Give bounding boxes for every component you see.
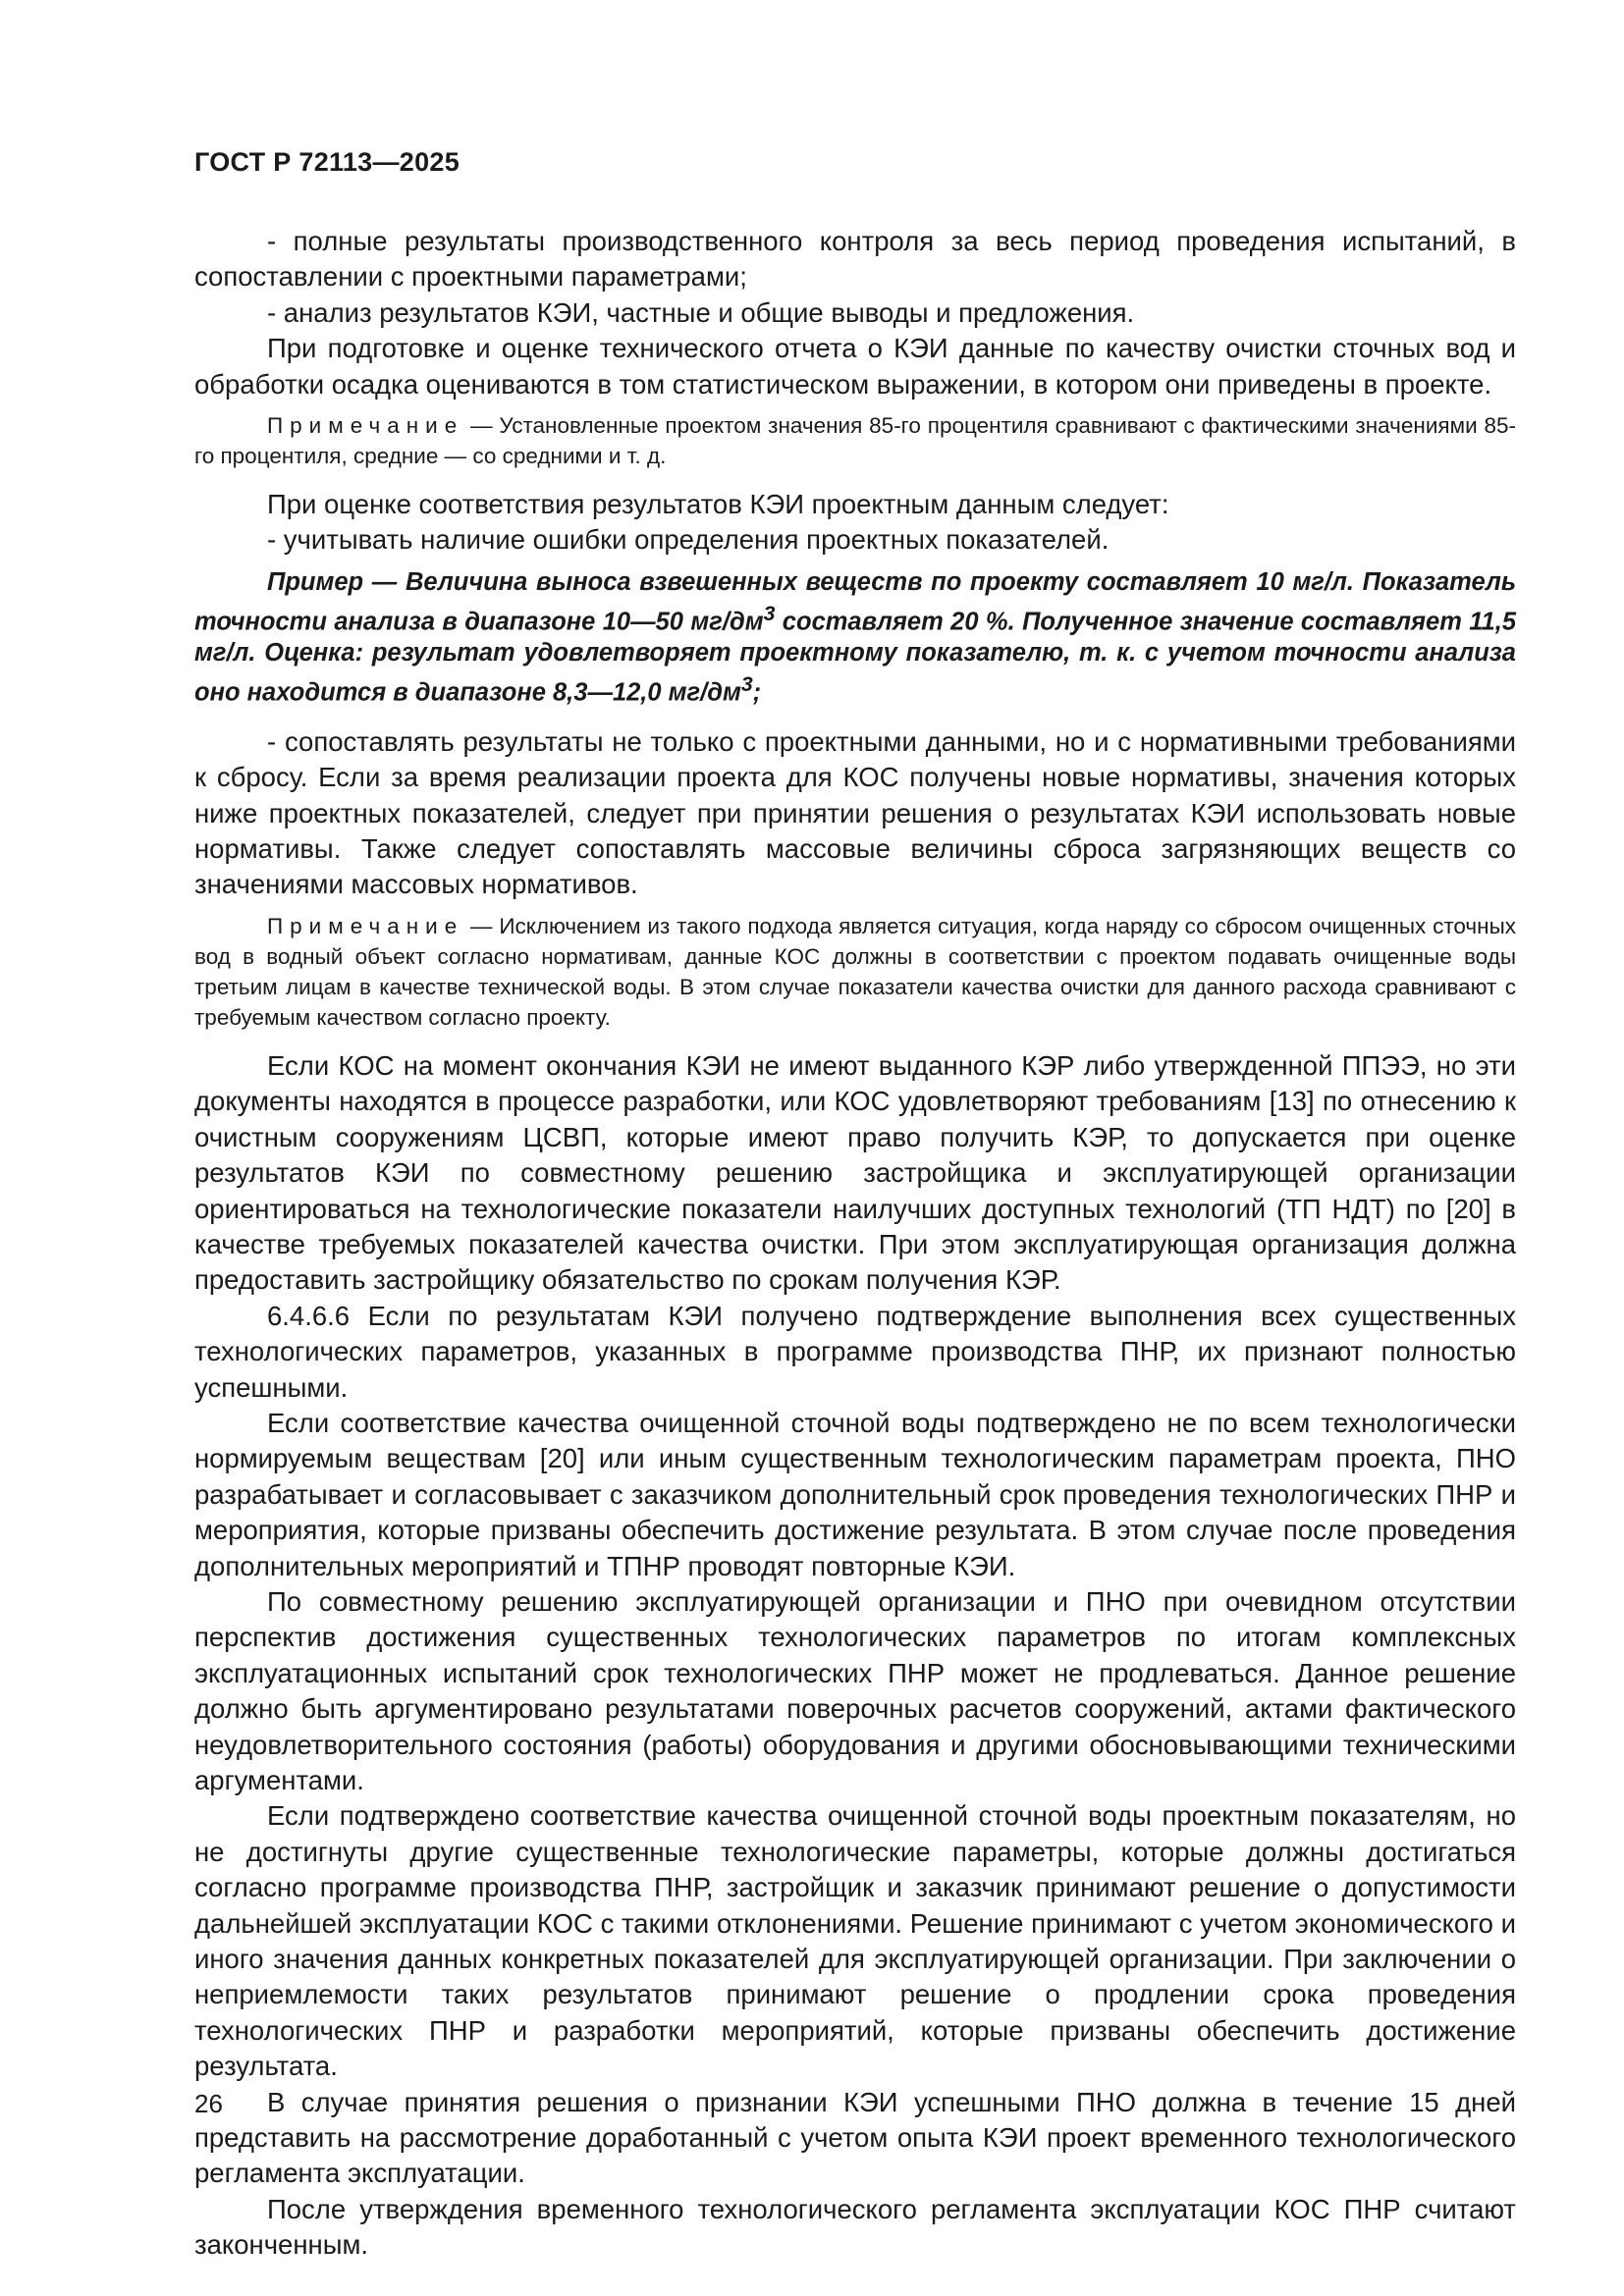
note	[194, 410, 1516, 471]
paragraph: После утверждения временного технологического регламента эксплуатации КОС ПНР считают законченным.	[194, 2193, 1516, 2261]
example-text: Пример — Величина выноса взвешенных веществ по проекту составляет 10 мг/л. Показатель точности анализа в диапазоне 10—50 мг/дм	[194, 567, 1516, 636]
page-number: 26	[194, 2089, 223, 2118]
paragraph: - учитывать наличие ошибки определения проектных показателей.	[267, 524, 1110, 556]
note-label: Примечание	[267, 913, 464, 938]
example-text: ;	[752, 678, 762, 707]
note	[194, 911, 1516, 1033]
paragraph: Если соответствие качества очищенной сточной воды подтверждено не по всем технологически нормируемым веществам [20] или иным существенным технологическим параметрам проекта, ПНО разрабатывает и согласовывает с заказчиком дополнительный срок проведения технологических ПНР и мероприятия, которые призваны обеспечить достижение результата. В этом случае после проведения дополнительных мероприятий и ТПНР проводят повторные КЭИ.	[194, 1407, 1516, 1581]
superscript: 3	[763, 601, 776, 625]
paragraph: Если КОС на момент окончания КЭИ не имеют выданного КЭР либо утвержденной ППЭЭ, но эти документы находятся в процессе разработки, или КОС удовлетворяют требованиям [13] по отнесению к очистным сооружениям ЦСВП, которые имеют право получить КЭР, то допускается при оценке результатов КЭИ по совместному решению застройщика и эксплуатирующей организации ориентироваться на технологические показатели наилучших доступных технологий (ТП НДТ) по [20] в качестве требуемых показателей качества очистки. При этом эксплуатирующая организация должна предоставить застройщику обязательство по срокам получения КЭР.	[194, 1049, 1516, 1296]
paragraph: При оценке соответствия результатов КЭИ проектным данным следует:	[267, 489, 1169, 520]
note-text: — Установленные проектом значения 85-го процентиля сравнивают с фактическими значениями 85-го процентиля, средние — со средними и т. д.	[194, 413, 1516, 469]
superscript: 3	[740, 672, 753, 697]
example-text: составляет 20 %. Полученное значение составляет 11,5 мг/л. Оценка: результат удовлетворяет проектному показателю, т. к. с учетом точности анализа оно находится в диапазоне 8,3—12,0 мг/дм	[194, 608, 1517, 707]
paragraph: По совместному решению эксплуатирующей организации и ПНО при очевидном отсутствии перспектив достижения существенных технологических параметров по итогам комплексных эксплуатационных испытаний срок технологических ПНР может не продлеваться. Данное решение должно быть аргументировано результатами поверочных расчетов сооружений, актами фактического неудовлетворительного состояния (работы) оборудования и другими обосновывающими техническими аргументами.	[194, 1585, 1516, 1795]
paragraph: 6.4.6.6 Если по результатам КЭИ получено подтверждение выполнения всех существенных технологических параметров, указанных в программе производства ПНР, их признают полностью успешными.	[194, 1300, 1516, 1403]
note-text: — Исключением из такого подхода является ситуация, когда наряду со сбросом очищенных сточных вод в водный объект согласно нормативам, данные КОС должны в соответствии с проектом подавать очищенные воды третьим лицам в качестве технической воды. В этом случае показатели качества очистки для данного расхода сравнивают с требуемым качеством согласно проекту.	[194, 913, 1516, 1030]
paragraph: - полные результаты производственного контроля за весь период проведения испытаний, в сопоставлении с проектными параметрами;	[194, 226, 1516, 293]
page-content	[194, 224, 1516, 2264]
paragraph: Если подтверждено соответствие качества очищенной сточной воды проектным показателям, но не достигнуты другие существенные технологические параметры, которые должны достигаться согласно программе производства ПНР, застройщик и заказчик принимают решение о допустимости дальнейшей эксплуатации КОС с такими отклонениями. Решение принимают с учетом экономического и иного значения данных конкретных показателей для эксплуатирующей организации. При заключении о неприемлемости таких результатов принимают решение о продлении срока проведения технологических ПНР и разработки мероприятий, которые призваны обеспечить достижение результата.	[194, 1800, 1516, 2082]
paragraph: - сопоставлять результаты не только с проектными данными, но и с нормативными требованиями к сбросу. Если за время реализации проекта для КОС получены новые нормативы, значения которых ниже проектных показателей, следует при принятии решения о результатах КЭИ использовать новые нормативы. Также следует сопоставлять массовые величины сброса загрязняющих веществ со значениями массовых нормативов.	[194, 725, 1516, 900]
paragraph: В случае принятия решения о признании КЭИ успешными ПНО должна в течение 15 дней представить на рассмотрение доработанный с учетом опыта КЭИ проект временного технологического регламента эксплуатации.	[194, 2086, 1516, 2189]
example-block	[194, 566, 1516, 709]
paragraph: При подготовке и оценке технического отчета о КЭИ данные по качеству очистки сточных вод и обработки осадка оцениваются в том статистическом выражении, в котором они приведены в проекте.	[194, 333, 1516, 400]
note-label: Примечание	[267, 413, 464, 439]
document-code: ГОСТ Р 72113—2025	[194, 147, 460, 177]
paragraph: - анализ результатов КЭИ, частные и общие выводы и предложения.	[267, 296, 1135, 328]
